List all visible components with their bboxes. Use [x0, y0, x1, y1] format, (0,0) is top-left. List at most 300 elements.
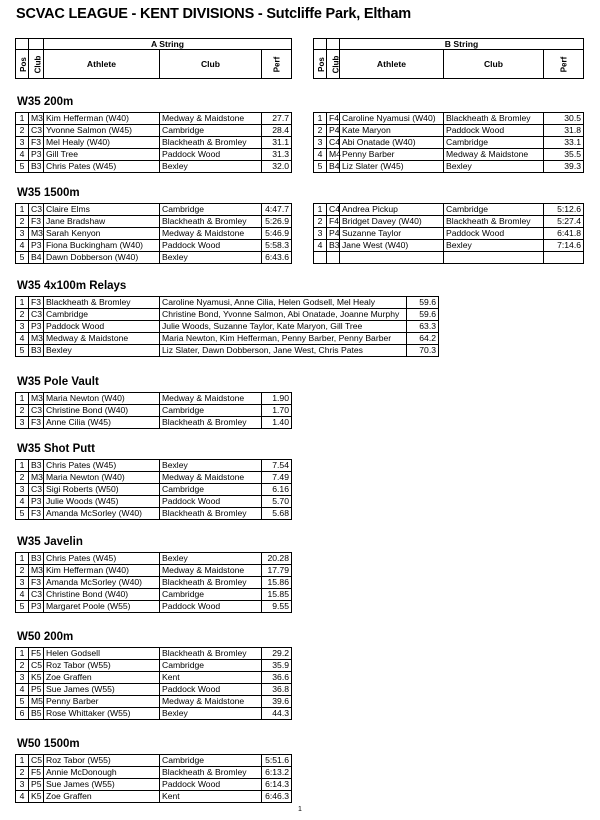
- club-cell: Cambridge: [444, 204, 544, 216]
- position-cell: 3: [16, 321, 29, 333]
- a-string-table: [15, 392, 292, 429]
- position-cell: 3: [16, 577, 29, 589]
- club-code-cell: F5: [29, 767, 44, 779]
- athlete-cell: Margaret Poole (W55): [44, 601, 160, 613]
- club-code-cell: M4: [327, 149, 340, 161]
- club-code-cell: F3: [29, 137, 44, 149]
- club-cell: Blackheath & Bromley: [160, 648, 262, 660]
- club-cell: Cambridge: [444, 137, 544, 149]
- performance-cell: 31.8: [544, 125, 584, 137]
- club-cell: Kent: [160, 791, 262, 803]
- club-code-cell: B5: [29, 708, 44, 720]
- club-code-cell: B3: [29, 460, 44, 472]
- result-row: [16, 393, 292, 405]
- position-cell: 4: [16, 333, 29, 345]
- club-cell: Cambridge: [160, 755, 262, 767]
- a-string-header: [15, 38, 292, 79]
- club-cell: Cambridge: [160, 484, 262, 496]
- performance-cell: 5:27.4: [544, 216, 584, 228]
- result-row: [16, 297, 439, 309]
- club-code-cell: C3: [29, 589, 44, 601]
- performance-cell: 59.6: [407, 309, 439, 321]
- result-row: [16, 417, 292, 429]
- performance-cell: 5:26.9: [262, 216, 292, 228]
- club-cell: Blackheath & Bromley: [160, 767, 262, 779]
- performance-cell: 1.70: [262, 405, 292, 417]
- performance-cell: 5.68: [262, 508, 292, 520]
- runners-cell: Maria Newton, Kim Hefferman, Penny Barber, Penny Barber: [160, 333, 407, 345]
- club-code-cell: P3: [29, 601, 44, 613]
- club-code-cell: K5: [29, 672, 44, 684]
- position-cell: 4: [16, 684, 29, 696]
- section-heading: W35 Pole Vault: [17, 376, 99, 388]
- section-heading: W35 1500m: [17, 187, 80, 199]
- athlete-cell: Christine Bond (W40): [44, 405, 160, 417]
- athlete-cell: Julie Woods (W45): [44, 496, 160, 508]
- position-cell: 2: [16, 472, 29, 484]
- club-cell: [444, 252, 544, 264]
- a-string-table: [15, 754, 292, 803]
- athlete-cell: Anne Cilia (W45): [44, 417, 160, 429]
- club-code-cell: M3: [29, 333, 44, 345]
- athlete-cell: Chris Pates (W45): [44, 553, 160, 565]
- team-cell: Medway & Maidstone: [44, 333, 160, 345]
- result-row: [16, 113, 292, 125]
- performance-cell: 33.1: [544, 137, 584, 149]
- position-cell: 5: [16, 252, 29, 264]
- athlete-cell: Bridget Davey (W40): [340, 216, 444, 228]
- club-code-cell: P3: [29, 149, 44, 161]
- performance-cell: 6:14.3: [262, 779, 292, 791]
- athlete-cell: Sue James (W55): [44, 779, 160, 791]
- performance-cell: 6:46.3: [262, 791, 292, 803]
- result-row: [16, 240, 292, 252]
- club-code-cell: B3: [29, 553, 44, 565]
- section-heading: W50 1500m: [17, 738, 80, 750]
- result-row: [16, 345, 439, 357]
- result-row: [16, 565, 292, 577]
- club-cell: Medway & Maidstone: [160, 113, 262, 125]
- performance-cell: 39.3: [544, 161, 584, 173]
- position-cell: 1: [16, 755, 29, 767]
- athlete-cell: Dawn Dobberson (W40): [44, 252, 160, 264]
- runners-cell: Christine Bond, Yvonne Salmon, Abi Onatade, Joanne Murphy: [160, 309, 407, 321]
- a-string-table: [15, 552, 292, 613]
- performance-cell: 1.40: [262, 417, 292, 429]
- club-cell: Blackheath & Bromley: [444, 216, 544, 228]
- performance-cell: 32.0: [262, 161, 292, 173]
- club-cell: Medway & Maidstone: [160, 696, 262, 708]
- performance-cell: 17.79: [262, 565, 292, 577]
- result-row: [314, 240, 584, 252]
- performance-cell: 20.28: [262, 553, 292, 565]
- result-row: [16, 708, 292, 720]
- a-string-table: [15, 112, 292, 173]
- performance-cell: 7.54: [262, 460, 292, 472]
- athlete-cell: [340, 252, 444, 264]
- position-cell: 4: [16, 589, 29, 601]
- athlete-cell: Maria Newton (W40): [44, 472, 160, 484]
- performance-cell: 35.5: [544, 149, 584, 161]
- athlete-cell: Fiona Buckingham (W40): [44, 240, 160, 252]
- club-code-cell: F3: [29, 216, 44, 228]
- a-string-label: A String: [44, 39, 292, 50]
- result-row: [16, 779, 292, 791]
- athlete-cell: Roz Tabor (W55): [44, 755, 160, 767]
- performance-cell: 29.2: [262, 648, 292, 660]
- position-cell: 1: [16, 648, 29, 660]
- team-cell: Bexley: [44, 345, 160, 357]
- club-code-cell: C5: [29, 755, 44, 767]
- athlete-cell: Suzanne Taylor: [340, 228, 444, 240]
- result-row: [16, 309, 439, 321]
- athlete-cell: Amanda McSorley (W40): [44, 577, 160, 589]
- position-cell: 1: [16, 553, 29, 565]
- position-cell: 1: [16, 204, 29, 216]
- club-code-cell: C3: [29, 405, 44, 417]
- club-cell: Medway & Maidstone: [160, 228, 262, 240]
- position-cell: 2: [16, 309, 29, 321]
- athlete-cell: Roz Tabor (W55): [44, 660, 160, 672]
- club-code-cell: M3: [29, 472, 44, 484]
- result-row: [16, 204, 292, 216]
- club-code-cell: F4: [327, 113, 340, 125]
- pos-header: Pos: [314, 50, 327, 79]
- position-cell: 1: [314, 204, 327, 216]
- position-cell: 3: [16, 417, 29, 429]
- performance-cell: 5:46.9: [262, 228, 292, 240]
- club-cell: Blackheath & Bromley: [160, 137, 262, 149]
- result-row: [16, 484, 292, 496]
- athlete-cell: Sue James (W55): [44, 684, 160, 696]
- position-cell: 4: [16, 496, 29, 508]
- position-cell: 2: [16, 125, 29, 137]
- result-row: [16, 767, 292, 779]
- club-cell: Cambridge: [160, 405, 262, 417]
- club-code-cell: C3: [29, 309, 44, 321]
- runners-cell: Julie Woods, Suzanne Taylor, Kate Maryon, Gill Tree: [160, 321, 407, 333]
- club-cell: Bexley: [444, 161, 544, 173]
- club-code-cell: F3: [29, 577, 44, 589]
- club-code-cell: P4: [327, 125, 340, 137]
- position-cell: 5: [16, 601, 29, 613]
- club-cell: Paddock Wood: [160, 496, 262, 508]
- b-string-header: [313, 38, 584, 79]
- performance-cell: 36.8: [262, 684, 292, 696]
- result-row: [16, 589, 292, 601]
- position-cell: 2: [16, 660, 29, 672]
- club-code-cell: K5: [29, 791, 44, 803]
- athlete-cell: Christine Bond (W40): [44, 589, 160, 601]
- performance-cell: 31.1: [262, 137, 292, 149]
- result-row: [16, 660, 292, 672]
- club-cell: Paddock Wood: [160, 149, 262, 161]
- position-cell: 3: [16, 137, 29, 149]
- club-header: Club: [444, 50, 544, 79]
- club-code-cell: M3: [29, 393, 44, 405]
- club-code-cell: M3: [29, 565, 44, 577]
- performance-cell: 6:41.8: [544, 228, 584, 240]
- club-code-cell: P4: [327, 228, 340, 240]
- athlete-cell: Annie McDonough: [44, 767, 160, 779]
- position-cell: 2: [314, 216, 327, 228]
- performance-cell: 5.70: [262, 496, 292, 508]
- performance-cell: 28.4: [262, 125, 292, 137]
- club-code-cell: C3: [29, 204, 44, 216]
- result-row: [16, 125, 292, 137]
- performance-cell: 39.6: [262, 696, 292, 708]
- athlete-header: Athlete: [44, 50, 160, 79]
- result-row: [16, 321, 439, 333]
- a-string-table: [15, 647, 292, 720]
- position-cell: 5: [16, 345, 29, 357]
- club-code-cell: F3: [29, 508, 44, 520]
- result-row: [16, 648, 292, 660]
- result-row: [16, 228, 292, 240]
- performance-cell: 15.86: [262, 577, 292, 589]
- performance-cell: 63.3: [407, 321, 439, 333]
- result-row: [314, 161, 584, 173]
- athlete-cell: Abi Onatade (W40): [340, 137, 444, 149]
- section-heading: W35 Javelin: [17, 536, 83, 548]
- athlete-cell: Kate Maryon: [340, 125, 444, 137]
- position-cell: 3: [16, 484, 29, 496]
- perf-header: Perf: [262, 50, 292, 79]
- position-cell: [314, 252, 327, 264]
- club-code-cell: C4: [327, 204, 340, 216]
- club-code-cell: P3: [29, 240, 44, 252]
- performance-cell: 4:47.7: [262, 204, 292, 216]
- performance-cell: 5:51.6: [262, 755, 292, 767]
- club-cell: Medway & Maidstone: [160, 472, 262, 484]
- performance-cell: 27.7: [262, 113, 292, 125]
- performance-cell: 59.6: [407, 297, 439, 309]
- club-code-cell: C5: [29, 660, 44, 672]
- result-row: [16, 755, 292, 767]
- result-row: [314, 252, 584, 264]
- result-row: [314, 113, 584, 125]
- club-code-cell: M5: [29, 696, 44, 708]
- athlete-cell: Liz Slater (W45): [340, 161, 444, 173]
- position-cell: 4: [16, 240, 29, 252]
- athlete-cell: Rose Whittaker (W55): [44, 708, 160, 720]
- b-string-table: [313, 112, 584, 173]
- pos-header: Pos: [16, 50, 29, 79]
- club-cell: Blackheath & Bromley: [160, 508, 262, 520]
- position-cell: 4: [314, 149, 327, 161]
- team-cell: Cambridge: [44, 309, 160, 321]
- club-code-cell: F4: [327, 216, 340, 228]
- position-cell: 2: [16, 767, 29, 779]
- result-row: [314, 204, 584, 216]
- performance-cell: 1.90: [262, 393, 292, 405]
- club-code-cell: C3: [29, 484, 44, 496]
- position-cell: 5: [16, 696, 29, 708]
- result-row: [314, 125, 584, 137]
- club-code-cell: P3: [29, 321, 44, 333]
- club-cell: Blackheath & Bromley: [160, 417, 262, 429]
- club-cell: Bexley: [160, 460, 262, 472]
- athlete-cell: Chris Pates (W45): [44, 161, 160, 173]
- athlete-cell: Helen Godsell: [44, 648, 160, 660]
- athlete-cell: Sarah Kenyon: [44, 228, 160, 240]
- result-row: [16, 791, 292, 803]
- position-cell: 2: [16, 565, 29, 577]
- position-cell: 3: [314, 137, 327, 149]
- club-code-header: Club: [327, 50, 340, 79]
- performance-cell: 7:14.6: [544, 240, 584, 252]
- athlete-cell: Amanda McSorley (W40): [44, 508, 160, 520]
- athlete-cell: Jane Bradshaw: [44, 216, 160, 228]
- result-row: [314, 216, 584, 228]
- performance-cell: 6:43.6: [262, 252, 292, 264]
- athlete-cell: Chris Pates (W45): [44, 460, 160, 472]
- club-code-header: Club: [29, 50, 44, 79]
- position-cell: 4: [314, 240, 327, 252]
- position-cell: 5: [16, 161, 29, 173]
- result-row: [16, 216, 292, 228]
- club-cell: Kent: [160, 672, 262, 684]
- b-string-label: B String: [340, 39, 584, 50]
- result-row: [16, 252, 292, 264]
- club-cell: Bexley: [160, 161, 262, 173]
- athlete-cell: Claire Elms: [44, 204, 160, 216]
- performance-cell: 35.9: [262, 660, 292, 672]
- athlete-cell: Mel Healy (W40): [44, 137, 160, 149]
- club-cell: Bexley: [160, 252, 262, 264]
- club-cell: Medway & Maidstone: [160, 393, 262, 405]
- result-row: [16, 508, 292, 520]
- result-row: [16, 684, 292, 696]
- section-heading: W35 4x100m Relays: [17, 280, 127, 292]
- club-cell: Blackheath & Bromley: [160, 577, 262, 589]
- club-cell: Cambridge: [160, 589, 262, 601]
- position-cell: 3: [16, 672, 29, 684]
- club-cell: Paddock Wood: [444, 125, 544, 137]
- club-cell: Blackheath & Bromley: [160, 216, 262, 228]
- position-cell: 1: [16, 297, 29, 309]
- position-cell: 1: [16, 460, 29, 472]
- performance-cell: 70.3: [407, 345, 439, 357]
- runners-cell: Caroline Nyamusi, Anne Cilia, Helen Godsell, Mel Healy: [160, 297, 407, 309]
- position-cell: 3: [16, 779, 29, 791]
- position-cell: 2: [314, 125, 327, 137]
- performance-cell: 44.3: [262, 708, 292, 720]
- result-row: [16, 672, 292, 684]
- club-cell: Paddock Wood: [160, 240, 262, 252]
- club-cell: Bexley: [160, 708, 262, 720]
- team-cell: Blackheath & Bromley: [44, 297, 160, 309]
- performance-cell: 36.6: [262, 672, 292, 684]
- result-row: [16, 137, 292, 149]
- position-cell: 2: [16, 216, 29, 228]
- result-row: [314, 149, 584, 161]
- performance-cell: [544, 252, 584, 264]
- result-row: [16, 149, 292, 161]
- performance-cell: 30.5: [544, 113, 584, 125]
- athlete-cell: Zoe Graffen: [44, 672, 160, 684]
- section-heading: W35 Shot Putt: [17, 443, 95, 455]
- club-cell: Blackheath & Bromley: [444, 113, 544, 125]
- athlete-cell: Zoe Graffen: [44, 791, 160, 803]
- section-heading: W35 200m: [17, 96, 74, 108]
- club-cell: Medway & Maidstone: [444, 149, 544, 161]
- club-code-cell: B4: [327, 161, 340, 173]
- club-code-cell: B3: [29, 161, 44, 173]
- performance-cell: 5:58.3: [262, 240, 292, 252]
- runners-cell: Liz Slater, Dawn Dobberson, Jane West, Chris Pates: [160, 345, 407, 357]
- club-cell: Paddock Wood: [160, 779, 262, 791]
- club-code-cell: C4: [327, 137, 340, 149]
- result-row: [314, 228, 584, 240]
- club-code-cell: B3: [29, 345, 44, 357]
- club-cell: Paddock Wood: [444, 228, 544, 240]
- club-code-cell: B3: [327, 240, 340, 252]
- performance-cell: 6:13.2: [262, 767, 292, 779]
- result-row: [16, 472, 292, 484]
- performance-cell: 31.3: [262, 149, 292, 161]
- a-string-table: [15, 459, 292, 520]
- perf-header: Perf: [544, 50, 584, 79]
- athlete-header: Athlete: [340, 50, 444, 79]
- club-code-cell: B4: [29, 252, 44, 264]
- position-cell: 4: [16, 791, 29, 803]
- position-cell: 5: [314, 161, 327, 173]
- athlete-cell: Caroline Nyamusi (W40): [340, 113, 444, 125]
- athlete-cell: Yvonne Salmon (W45): [44, 125, 160, 137]
- athlete-cell: Penny Barber: [44, 696, 160, 708]
- club-code-cell: [327, 252, 340, 264]
- club-cell: Paddock Wood: [160, 684, 262, 696]
- result-row: [314, 137, 584, 149]
- club-header: Club: [160, 50, 262, 79]
- performance-cell: 9.55: [262, 601, 292, 613]
- position-cell: 5: [16, 508, 29, 520]
- athlete-cell: Andrea Pickup: [340, 204, 444, 216]
- club-cell: Paddock Wood: [160, 601, 262, 613]
- athlete-cell: Maria Newton (W40): [44, 393, 160, 405]
- position-cell: 1: [314, 113, 327, 125]
- position-cell: 3: [16, 228, 29, 240]
- athlete-cell: Gill Tree: [44, 149, 160, 161]
- performance-cell: 7.49: [262, 472, 292, 484]
- club-cell: Bexley: [444, 240, 544, 252]
- result-row: [16, 405, 292, 417]
- result-row: [16, 601, 292, 613]
- athlete-cell: Sigi Roberts (W50): [44, 484, 160, 496]
- relay-table: [15, 296, 439, 357]
- a-string-table: [15, 203, 292, 264]
- result-row: [16, 696, 292, 708]
- performance-cell: 15.85: [262, 589, 292, 601]
- club-cell: Cambridge: [160, 660, 262, 672]
- club-code-cell: P5: [29, 779, 44, 791]
- athlete-cell: Kim Hefferman (W40): [44, 113, 160, 125]
- b-string-table: [313, 203, 584, 264]
- position-cell: 1: [16, 113, 29, 125]
- club-cell: Bexley: [160, 553, 262, 565]
- section-heading: W50 200m: [17, 631, 74, 643]
- position-cell: 4: [16, 149, 29, 161]
- result-row: [16, 333, 439, 345]
- position-cell: 6: [16, 708, 29, 720]
- result-row: [16, 577, 292, 589]
- team-cell: Paddock Wood: [44, 321, 160, 333]
- athlete-cell: Jane West (W40): [340, 240, 444, 252]
- result-row: [16, 496, 292, 508]
- result-row: [16, 460, 292, 472]
- club-code-cell: F3: [29, 297, 44, 309]
